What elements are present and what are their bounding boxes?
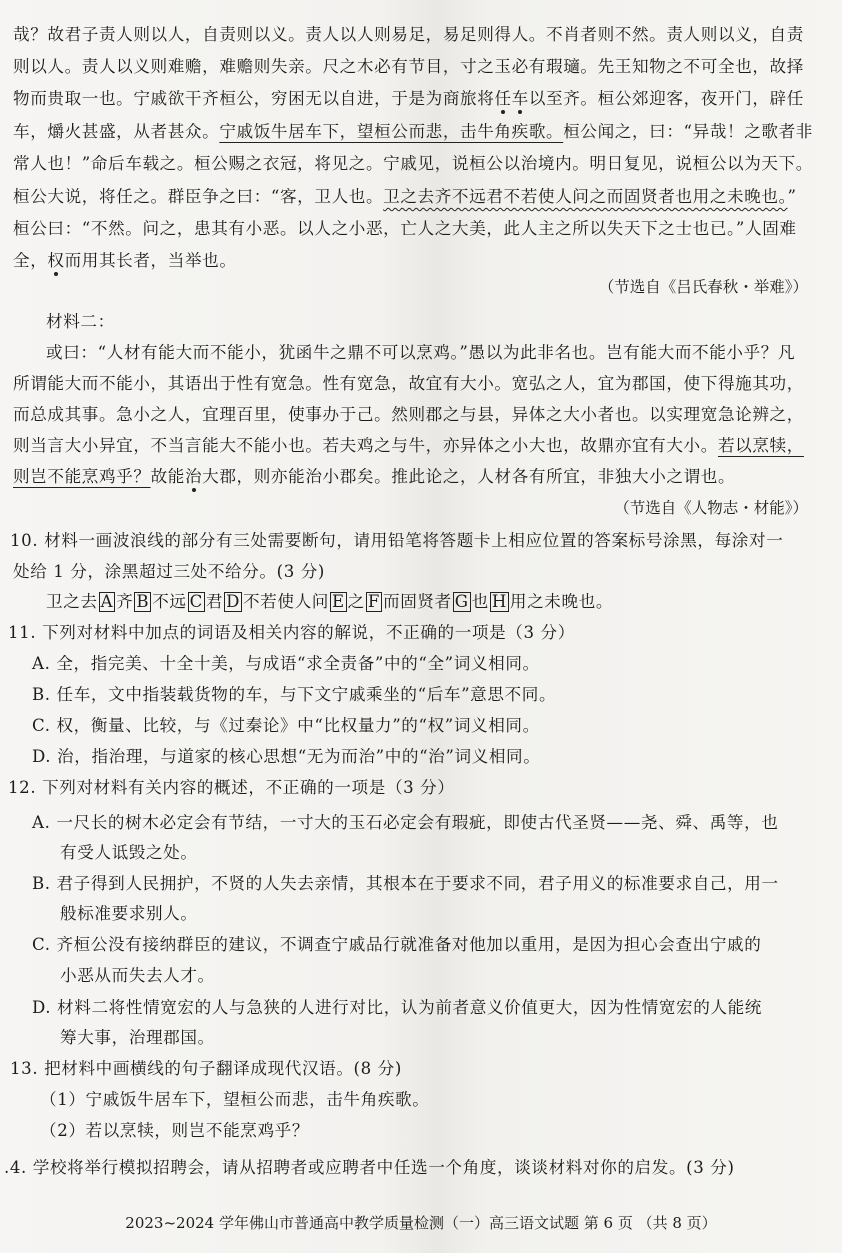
passage1-line-5: 常人也！”命后车载之。桓公赐之衣冠，将见之。宁戚见，说桓公以治境内。明日复见，说桓公以为天下。 (13, 154, 813, 173)
q10-option-A[interactable]: A (100, 592, 114, 611)
passage2-source: （节选自《人物志・材能》） (614, 499, 808, 517)
passage1-line-1: 哉？故君子责人则以人，自责则以义。责人以人则易足，易足则得人。不肖者则不然。责人则以义，自责 (13, 25, 804, 44)
passage2-label: 材料二： (46, 312, 115, 331)
q10-stem-line-1: 10. 材料一画波浪线的部分有三处需要断句，请用铅笔将答题卡上相应位置的答案标号涂黑，每涂对一 (10, 531, 784, 550)
q12-option-A-line-1: A. 一尺长的树木必定会有节结，一寸大的玉石必定会有瑕疵，即使古代圣贤——尧、舜、禹等，也 (32, 813, 779, 832)
dotted-word-zhi: 治 (184, 467, 203, 486)
q12-option-C-line-1: C. 齐桓公没有接纳群臣的建议，不调查宁戚品行就准备对他加以重用，是因为担心会查出宁戚的 (32, 935, 762, 954)
passage2-line-2: 所谓能大而不能小，其语出于性有宽急。性有宽急，故宜有大小。宽弘之人，宜为郡国，使下得施其功， (13, 374, 804, 393)
underlined-sentence-1: 宁戚饭牛居车下，望桓公而悲，击牛角疾歌。 (219, 122, 564, 141)
q11-option-B: B. 任车，文中指装载货物的车，与下文宁戚乘坐的“后车”意思不同。 (32, 685, 557, 704)
q10-stem-line-2: 处给 1 分，涂黑超过三处不给分。(3 分) (13, 562, 325, 581)
passage2-line-4: 则当言大小异宜，不当言能大不能小也。若夫鸡之与牛，亦异体之小大也，故鼎亦宜有大小。若以烹犊， (13, 436, 804, 455)
passage1-line-3: 物而贵取一也。宁戚欲干齐桓公，穷困无以自进，于是为商旅将任车以至齐。桓公郊迎客，夜开门，辟任 (13, 89, 804, 108)
q10-option-C[interactable]: C (189, 592, 203, 611)
passage2-line-3: 而总成其事。急小之人，宜理百里，使事办于己。然则郡之与县，异体之大小者也。以实理宽急论辨之， (13, 405, 804, 424)
passage2-line-5: 则岂不能烹鸡乎？故能治大郡，则亦能治小郡矣。推此论之，人材各有所宜，非独大小之谓也。 (13, 467, 736, 486)
passage1-line-7: 桓公曰：“不然。问之，患其有小恶。以人之小恶，亡人之大美，此人主之所以失天下之士也已。”人固难 (13, 219, 797, 238)
q13-stem: 13. 把材料中画横线的句子翻译成现代汉语。(8 分) (10, 1059, 402, 1078)
q11-option-C: C. 权，衡量、比较，与《过秦论》中“比权量力”的“权”词义相同。 (32, 716, 540, 735)
underlined-sentence-2a: 若以烹犊， (717, 436, 804, 455)
q12-stem: 12. 下列对材料有关内容的概述，不正确的一项是（3 分） (8, 778, 455, 797)
passage2-line-1: 或曰：“人材有能大而不能小，犹函牛之鼎不可以烹鸡。”愚以为此非名也。岂有能大而不能小乎？凡 (46, 343, 796, 362)
passage1-line-6: 桓公大说，将任之。群臣争之曰：“客，卫人也。卫之去齐不远君不若使人问之而固贤者也用之未晚也。” (13, 187, 797, 206)
q10-option-E[interactable]: E (331, 592, 345, 611)
q10-option-D[interactable]: D (226, 592, 240, 611)
q10-sentence: 卫之去 A 齐 B 不远 C 君 D 不若使人问 E 之 F 而固贤者 G 也 H 用之未晚也。 (46, 592, 614, 611)
underlined-sentence-2b: 则岂不能烹鸡乎？ (13, 467, 151, 486)
wavy-underlined-sentence: 卫之去齐不远君不若使人问之而固贤者也用之未晚也。 (383, 187, 788, 206)
q12-option-D-line-1: D. 材料二将性情宽宏的人与急狭的人进行对比，认为前者意义价值更大，因为性情宽宏的人能统 (32, 998, 763, 1017)
passage1-line-4: 车，爝火甚盛，从者甚众。宁戚饭牛居车下，望桓公而悲，击牛角疾歌。桓公闻之，曰：“异哉！之歌者非 (13, 122, 813, 141)
q14-stem: .4. 学校将举行模拟招聘会，请从招聘者或应聘者中任选一个角度，谈谈材料对你的启发。(3 分) (4, 1158, 735, 1177)
q12-option-C-line-2: 小恶从而失去人才。 (60, 966, 215, 985)
dotted-word-quan: 权 (47, 251, 65, 270)
q12-option-B-line-1: B. 君子得到人民拥护，不贤的人失去亲情，其根本在于要求不同，君子用义的标准要求自己，用一 (32, 874, 779, 893)
q13-sentence-1: （1）宁戚饭牛居车下，望桓公而悲，击牛角疾歌。 (40, 1090, 430, 1109)
q11-option-D: D. 治，指治理，与道家的核心思想“无为而治”中的“治”词义相同。 (32, 747, 541, 766)
q10-option-F[interactable]: F (367, 592, 380, 611)
q10-option-H[interactable]: H (491, 592, 507, 611)
q12-option-D-line-2: 筹大事，治理郡国。 (60, 1028, 215, 1047)
passage1-line-8: 全，权而用其长者，当举也。 (13, 251, 237, 270)
passage1-source: （节选自《吕氏春秋・举难》） (598, 278, 808, 296)
q12-option-A-line-2: 有受人诋毁之处。 (60, 843, 198, 862)
page-footer: 2023~2024 学年佛山市普通高中教学质量检测（一）高三语文试题 第 6 页 （共 8 页） (125, 1214, 717, 1232)
q11-stem: 11. 下列对材料中加点的词语及相关内容的解说，不正确的一项是（3 分） (8, 623, 575, 642)
q11-option-A: A. 全，指完美、十全十美，与成语“求全责备”中的“全”词义相同。 (32, 654, 540, 673)
q12-option-B-line-2: 般标准要求别人。 (60, 904, 198, 923)
dotted-word-renche: 任车 (494, 89, 529, 108)
q10-option-B[interactable]: B (136, 592, 150, 611)
q13-sentence-2: （2）若以烹犊，则岂不能烹鸡乎？ (40, 1121, 310, 1140)
passage1-line-2: 则以人。责人以义则难赡，难赡则失亲。尺之木必有节目，寸之玉必有瑕瓋。先王知物之不可全也，故择 (13, 57, 804, 76)
q10-option-G[interactable]: G (454, 592, 469, 611)
